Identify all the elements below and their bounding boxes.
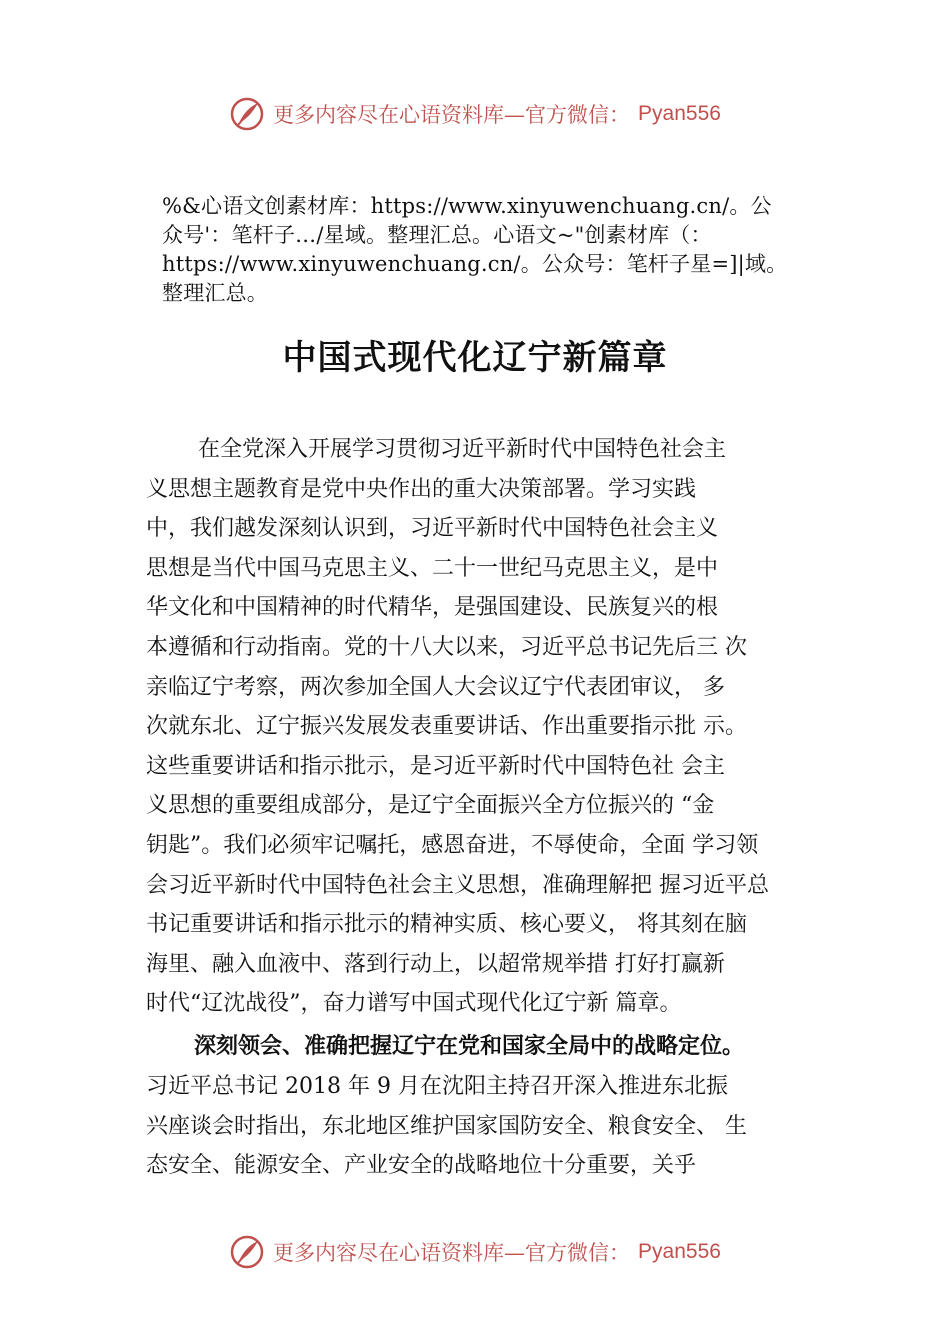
paragraph-line: 中，我们越发深刻认识到，习近平新时代中国特色社会主义: [146, 516, 719, 542]
paragraph-line: 态安全、能源安全、产业安全的战略地位十分重要，关乎: [146, 1153, 697, 1179]
paragraph-line: 海里、融入血液中、落到行动上，以超常规举措 打好打赢新: [146, 951, 725, 977]
paragraph-line: 亲临辽宁考察，两次参加全国人大会议辽宁代表团审议， 多: [146, 674, 725, 700]
intro-line: 整理汇总。: [162, 281, 268, 305]
document-title: 中国式现代化辽宁新篇章: [282, 338, 668, 378]
paragraph-line: 书记重要讲话和指示批示的精神实质、核心要义， 将其刻在脑: [146, 912, 747, 938]
intro-line: https://www.xinyuwenchuang.cn/。公众号：笔杆子星=]|域。: [162, 252, 788, 276]
intro-line: 众号'：笔杆子…/星域。整理汇总。心语文~"创素材库（：: [162, 223, 712, 247]
section-heading-lead: 深刻领会、准确把握辽宁在党和国家全局中的战略定位。: [194, 1034, 745, 1060]
feather-pen-logo-icon: [229, 1234, 265, 1270]
paragraph-line: 次就东北、辽宁振兴发展发表重要讲话、作出重要指示批 示。: [146, 714, 747, 740]
banner-text: 更多内容尽在心语资料库—官方微信：: [273, 1241, 631, 1265]
paragraph-line: 在全党深入开展学习贯彻习近平新时代中国特色社会主: [198, 437, 727, 462]
paragraph-2: [146, 1034, 846, 1186]
paragraph-line: 习近平总书记 2018 年 9 月在沈阳主持召开深入推进东北振: [146, 1074, 728, 1099]
intro-block: [162, 192, 862, 308]
banner-handle: Pyan556: [638, 1240, 721, 1263]
paragraph-line: 华文化和中国精神的时代精华，是强国建设、民族复兴的根: [146, 595, 719, 621]
paragraph-line: 钥匙”。我们必须牢记嘱托，感恩奋进，不辱使命，全面 学习领: [146, 832, 759, 858]
paragraph-line: 会习近平新时代中国特色社会主义思想，准确理解把 握习近平总: [146, 872, 769, 898]
banner-text: 更多内容尽在心语资料库—官方微信：: [273, 103, 631, 127]
banner-handle: Pyan556: [638, 102, 721, 125]
paragraph-line: 思想是当代中国马克思主义、二十一世纪马克思主义，是中: [146, 555, 719, 581]
paragraph-line: 本遵循和行动指南。党的十八大以来，习近平总书记先后三 次: [146, 634, 747, 660]
paragraph-line: 兴座谈会时指出，东北地区维护国家国防安全、粮食安全、 生: [146, 1113, 747, 1139]
paragraph-line: 义思想主题教育是党中央作出的重大决策部署。学习实践: [146, 476, 697, 502]
paragraph-1: [146, 430, 846, 1024]
feather-pen-logo-icon: [229, 96, 265, 132]
intro-line: %&心语文创素材库：https://www.xinyuwenchuang.cn/。公: [162, 194, 772, 218]
footer-banner: [0, 1234, 950, 1270]
paragraph-line: 时代“辽沈战役”，奋力谱写中国式现代化辽宁新 篇章。: [146, 991, 682, 1017]
paragraph-line: 这些重要讲话和指示批示，是习近平新时代中国特色社 会主: [146, 753, 725, 779]
paragraph-line: 义思想的重要组成部分，是辽宁全面振兴全方位振兴的 “金: [146, 793, 715, 819]
header-banner: [0, 96, 950, 132]
